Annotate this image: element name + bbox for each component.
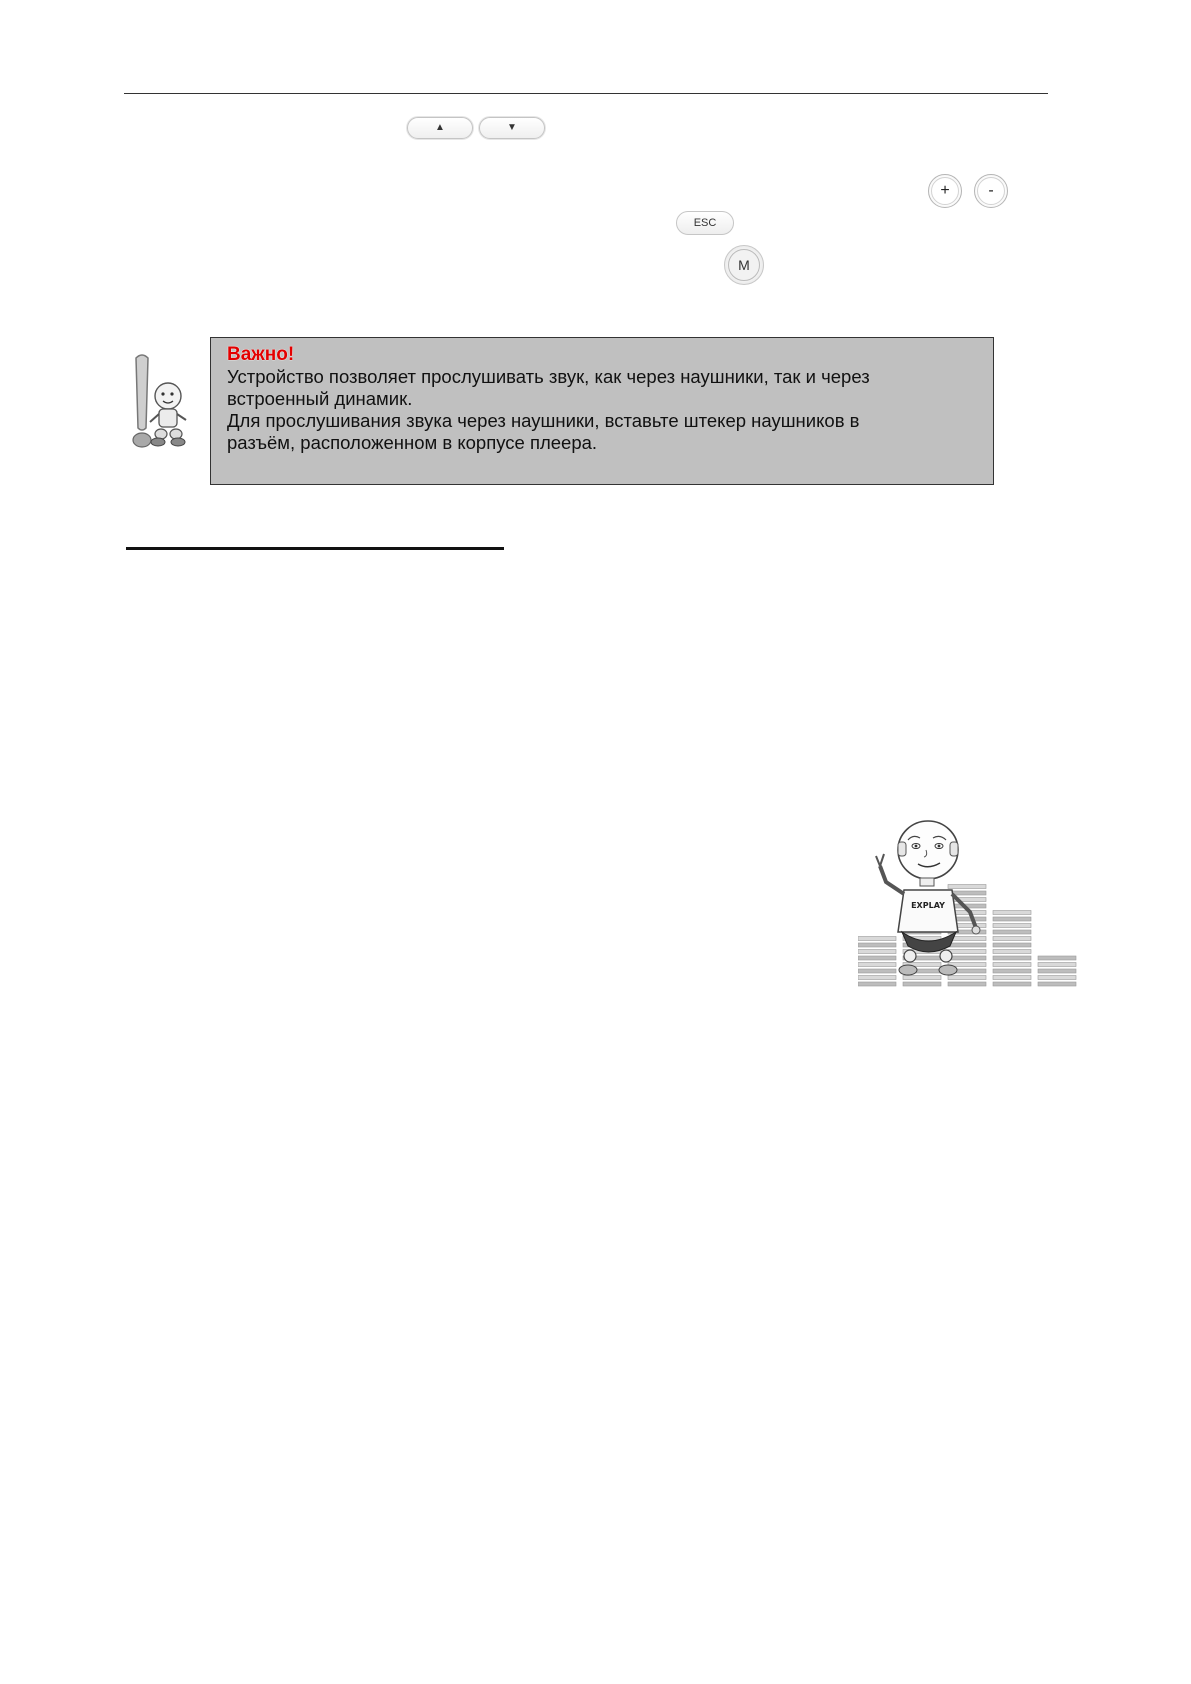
equalizer-bar [1038, 963, 1076, 967]
equalizer-bars [858, 885, 1076, 987]
equalizer-bar [1038, 982, 1076, 986]
equalizer-bar [993, 963, 1031, 967]
note-title: Важно! [227, 344, 295, 365]
equalizer-bar [858, 969, 896, 973]
equalizer-bar [948, 956, 986, 960]
important-note [210, 337, 994, 485]
equalizer-bar [993, 917, 1031, 921]
menu-button [724, 245, 764, 285]
equalizer-bar [948, 943, 986, 947]
equalizer-bar [948, 982, 986, 986]
volume-plus-button [928, 174, 962, 208]
section-rule [126, 547, 504, 550]
equalizer-bar [903, 976, 941, 980]
equalizer-bar [858, 976, 896, 980]
robot-equalizer-logo [858, 820, 1088, 990]
equalizer-bar [993, 976, 1031, 980]
note-line: Для прослушивания звука через наушники, вставьте штекер наушников в [227, 410, 860, 431]
equalizer-bar [858, 963, 896, 967]
equalizer-bar [1038, 969, 1076, 973]
equalizer-bar [993, 969, 1031, 973]
equalizer-bar [948, 950, 986, 954]
exclamation-robot-icon [128, 350, 198, 450]
equalizer-bar [1038, 976, 1076, 980]
equalizer-bar [993, 924, 1031, 928]
arrow-down-icon: ▼ [507, 122, 517, 133]
minus-icon: - [977, 177, 1005, 205]
equalizer-bar [993, 930, 1031, 934]
equalizer-bar [948, 976, 986, 980]
note-line: разъём, расположенном в корпусе плеера. [227, 432, 598, 453]
down-button [479, 117, 545, 139]
plus-icon: + [931, 177, 959, 205]
note-line: Устройство позволяет прослушивать звук, как через наушники, так и через [227, 366, 870, 387]
equalizer-bar [903, 982, 941, 986]
robot-shirt-text: EXPLAY [911, 901, 945, 910]
note-line: встроенный динамик. [227, 388, 413, 409]
equalizer-bar [993, 956, 1031, 960]
equalizer-bar [858, 956, 896, 960]
arrow-up-icon: ▲ [435, 122, 445, 133]
equalizer-bar [993, 911, 1031, 915]
equalizer-bar [858, 943, 896, 947]
equalizer-bar [993, 982, 1031, 986]
equalizer-bar [993, 943, 1031, 947]
equalizer-bar [858, 982, 896, 986]
header-rule [124, 93, 1048, 94]
up-button [407, 117, 473, 139]
esc-button: ESC [676, 211, 734, 235]
equalizer-bar [858, 937, 896, 941]
equalizer-bar [993, 950, 1031, 954]
equalizer-bar [858, 950, 896, 954]
equalizer-bar [1038, 956, 1076, 960]
volume-minus-button [974, 174, 1008, 208]
equalizer-bar [993, 937, 1031, 941]
menu-button-label: M [728, 249, 760, 281]
equalizer-bar [948, 885, 986, 889]
